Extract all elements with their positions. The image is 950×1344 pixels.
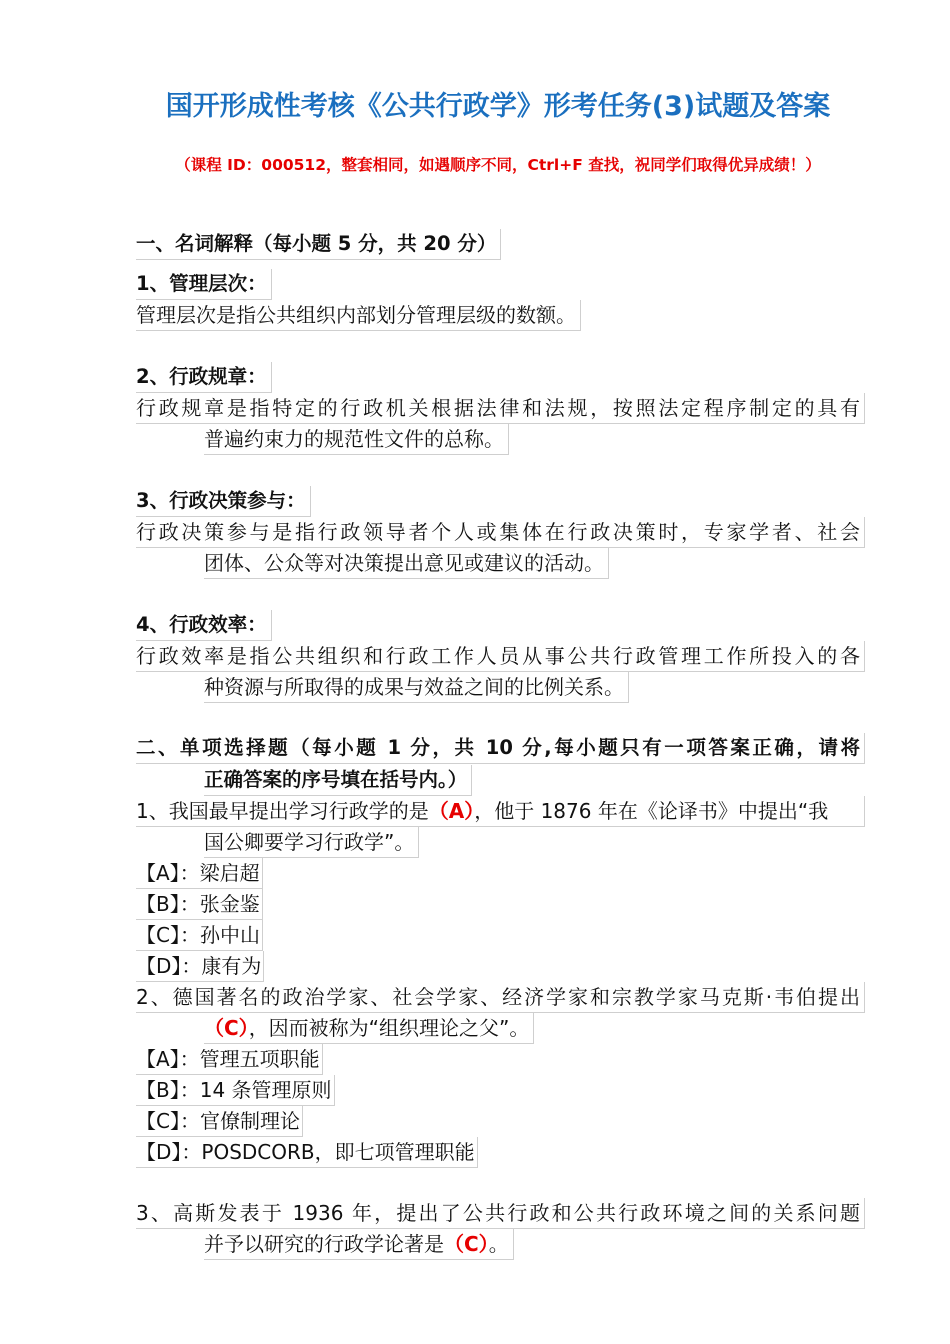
section-heading-choice-cont: 正确答案的序号填在括号内。） [204, 765, 472, 796]
course-note: （课程 ID：000512，整套相同，如遇顺序不同，Ctrl+F 查找，祝同学们取得优异成绩！） [175, 156, 821, 174]
question-3-answer: （C） [444, 1232, 489, 1256]
question-3-stem-cont: 并予以研究的行政学论著是（C）。 [204, 1229, 514, 1260]
question-1-answer: （A） [428, 799, 475, 823]
option-c: 【C】：孙中山 [136, 920, 263, 951]
term-definition: 行政规章是指特定的行政机关根据法律和法规，按照法定程序制定的具有 [136, 393, 865, 424]
page-title: 国开形成性考核《公共行政学》形考任务(3)试题及答案 [165, 91, 831, 122]
term-definition-cont: 普遍约束力的规范性文件的总称。 [204, 424, 509, 455]
term-definition: 管理层次是指公共组织内部划分管理层级的数额。 [136, 300, 581, 331]
option-d: 【D】：康有为 [136, 951, 264, 982]
option-d: 【D】：POSDCORB，即七项管理职能 [136, 1137, 478, 1168]
term-title: 1、管理层次： [136, 269, 272, 300]
question-1-stem-cont: 国公卿要学习行政学”。 [204, 827, 419, 858]
term-title: 4、行政效率： [136, 610, 272, 641]
section-heading-terms: 一、名词解释（每小题 5 分，共 20 分） [136, 229, 501, 260]
term-title: 3、行政决策参与： [136, 486, 311, 517]
question-2-stem: 2、德国著名的政治学家、社会学家、经济学家和宗教学家马克斯·韦伯提出 [136, 982, 865, 1013]
option-b: 【B】：14 条管理原则 [136, 1075, 335, 1106]
term-definition-cont: 团体、公众等对决策提出意见或建议的活动。 [204, 548, 609, 579]
question-2-answer: （C） [204, 1016, 249, 1040]
term-definition: 行政效率是指公共组织和行政工作人员从事公共行政管理工作所投入的各 [136, 641, 865, 672]
question-2-stem-cont: （C），因而被称为“组织理论之父”。 [204, 1013, 534, 1044]
term-definition: 行政决策参与是指行政领导者个人或集体在行政决策时，专家学者、社会 [136, 517, 865, 548]
question-3-stem: 3、高斯发表于 1936 年，提出了公共行政和公共行政环境之间的关系问题 [136, 1198, 865, 1229]
term-definition-cont: 种资源与所取得的成果与效益之间的比例关系。 [204, 672, 629, 703]
option-b: 【B】：张金鉴 [136, 889, 263, 920]
option-a: 【A】：管理五项职能 [136, 1044, 323, 1075]
document-body [136, 228, 860, 1260]
option-c: 【C】：官僚制理论 [136, 1106, 303, 1137]
option-a: 【A】：梁启超 [136, 858, 263, 889]
term-title: 2、行政规章： [136, 362, 272, 393]
question-1-stem: 1、我国最早提出学习行政学的是（A），他于 1876 年在《论译书》中提出“我 [136, 796, 865, 827]
section-heading-choice: 二、单项选择题（每小题 1 分，共 10 分,每小题只有一项答案正确，请将 [136, 733, 865, 764]
